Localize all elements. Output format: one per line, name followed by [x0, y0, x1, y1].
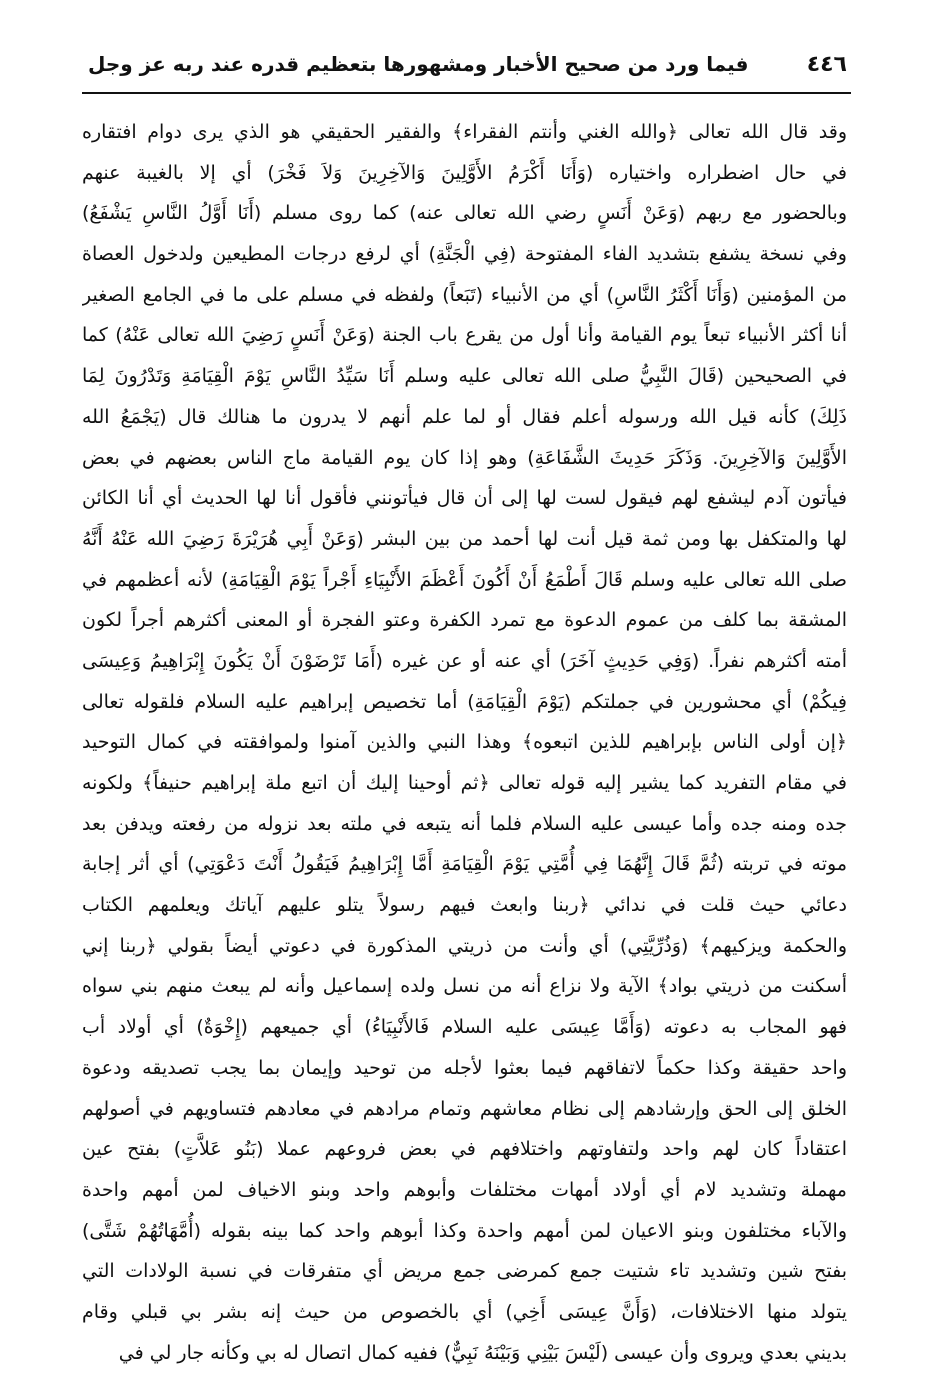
- text-line: ﴿إن أولى الناس بإبراهيم للذين اتبعوه﴾ وهذا النبي والذين آمنوا ولموافقته في كمال التوحيد: [82, 731, 847, 754]
- text-line: بديني بعدي ويروى وأن عيسى (لَيْسَ بَيْنِي وَبَيْنَهُ نَبِيٌّ) ففيه كمال اتصال له بي وكأنه جار لي في: [118, 1341, 847, 1364]
- text-line: اعتقاداً كان لهم واحد ولتفاوتهم واختلافهم في بعض فروعهم عملا (بَنُو عَلاَّتٍ) بفتح عين: [82, 1138, 847, 1161]
- text-line: من المؤمنين (وَأَنَا أَكْثَرُ النَّاسِ) أي من الأنبياء (تَبَعاً) ولفظه في مسلم على ما في الجامع الصغير: [82, 283, 847, 306]
- body-text: [82, 112, 847, 1373]
- text-line: جده ومنه جده وأما عيسى عليه السلام فلما أنه يتبعه في ملته بعد نزوله من رفعته ويدفن بعد: [82, 812, 847, 835]
- running-title: فيما ورد من صحيح الأخبار ومشهورها بتعظيم قدره عند ربه عز وجل: [88, 52, 749, 76]
- text-line: الخلق إلى الحق وإرشادهم إلى نظام معاشهم وتمام مرادهم في معادهم فتساويهم في أصولهم: [82, 1097, 847, 1120]
- text-line: أنا أكثر الأنبياء تبعاً يوم القيامة وأنا أول من يقرع باب الجنة (وَعَنْ أَنَسٍ رَضِيَ الله تعالى عَنْهُ) كما: [82, 324, 847, 347]
- text-line: بفتح شين وتشديد تاء شتيت جمع كمرضى جمع مريض أي متفرقات في نسبة الولادات التي: [82, 1260, 847, 1283]
- text-line: والآباء مختلفون وبنو الاعيان لمن أمهم واحدة وكذا أبوهم واحد كما بينه بقوله (أُمَّهَاتُهُمْ شَتَّى): [82, 1219, 847, 1242]
- text-line: في مقام التفريد كما يشير إليه قوله تعالى ﴿ثم أوحينا إليك أن اتبع ملة إبراهيم حنيفاً﴾ ولكونه: [82, 772, 847, 794]
- text-line: أمته أكثرهم نفراً. (وَفِي حَدِيثٍ آخَرَ) أي عنه أو عن غيره (أَمَا تَرْضَوْنَ أَنْ يَكُونَ إِبْرَاهِيمُ وَعِيسَى: [82, 649, 847, 672]
- text-line: في حال اضطراره واختياره (وَأَنَا أَكْرَمُ الأَوَّلِينَ وَالآخِرِينَ وَلاَ فَخْرَ) أي إلا بالغيبة عنهم: [82, 161, 847, 184]
- text-line: ذَلِكَ) كأنه قيل الله ورسوله أعلم فقال أو لما علم أنهم لا يدرون ما هنالك قال (يَجْمَعُ الله: [82, 405, 847, 428]
- text-line: لها والمتكفل بها ومن ثمة قيل أنت لها أحمد من بين البشر (وَعَنْ أَبِي هُرَيْرَةَ رَضِيَ الله عَنْهُ أَنَّهُ: [82, 527, 847, 550]
- text-line: مهملة وتشديد لام أي أولاد أمهات مختلفات وأبوهم واحد وبنو الاخياف لمن أمهم واحدة: [82, 1178, 847, 1201]
- text-line: فهو المجاب به دعوته (وَأَمَّا عِيسَى عليه السلام فَالأَنْبِيَاءُ) أي جميعهم (إِخْوَةٌ) أي أولاد أب: [82, 1016, 847, 1039]
- text-line: فِيكُمْ) أي محشورين في جملتكم (يَوْمَ الْقِيَامَةِ) أما تخصيص إبراهيم عليه السلام فلقوله تعالى: [82, 690, 847, 713]
- header-divider: [82, 92, 851, 94]
- page-header: [88, 44, 847, 84]
- text-line: أسكنت من ذريتي بواد﴾ الآية ولا نزاع أنه من نسل ولده إسماعيل وأنه لم يبعث منهم بني سواه: [82, 975, 847, 998]
- text-line: الأَوَّلِينَ وَالآخِرِينَ. وَذَكَرَ حَدِيثَ الشَّفَاعَةِ) وهو إذا كان يوم القيامة ماج الناس بعضهم في بعض: [82, 446, 847, 469]
- text-line: واحد حقيقة وكذا حكماً لاتفاقهم فيما بعثوا لأجله من توحيد وإيمان بما يجب تصديقه ودعوة: [82, 1056, 847, 1079]
- text-line: فيأتون آدم ليشفع لهم فيقول لست لها إلى أن قال فيأتونني فأقول أنا لها الحديث أي أنا الكائن: [82, 487, 847, 510]
- text-line: وفي نسخة يشفع بتشديد الفاء المفتوحة (فِي الْجَنَّةِ) أي لرفع درجات المطيعين ولدخول العصاة: [82, 243, 847, 266]
- text-line: والحكمة ويزكيهم﴾ (وَذُرِّيَّتِي) أي وأنت من ذريتي المذكورة في دعوتي أيضاً بقولي ﴿ربنا إني: [82, 934, 847, 957]
- text-line: دعائي حيث قلت في ندائي ﴿ربنا وابعث فيهم رسولاً يتلو عليهم آياتك ويعلمهم الكتاب: [82, 894, 847, 917]
- text-line: صلى الله تعالى عليه وسلم قَالَ أَطْمَعُ أَنْ أَكُونَ أَعْظَمَ الأَنْبِيَاءِ أَجْراً يَوْمَ الْقِيَامَةِ) لأنه أعظمهم في: [82, 568, 847, 591]
- page-number: ٤٤٦: [806, 51, 847, 77]
- text-line: يتولد منها الاختلافات، (وَأَنَّ عِيسَى أَخِي) أي بالخصوص من حيث إنه بشر بي قبلي وقام: [82, 1300, 847, 1323]
- text-line: المشقة بما كلف من عموم الدعوة مع تمرد الكفرة وعتو الفجرة أو المعنى أكثرهم أجراً لكون: [82, 609, 847, 632]
- text-line: وبالحضور مع ربهم (وَعَنْ أَنَسٍ رضي الله تعالى عنه) كما روى مسلم (أَنَا أَوَّلُ النَّاسِ يَشْفَعُ): [82, 202, 847, 225]
- text-line: في الصحيحين (قَالَ النَّبِيُّ صلى الله تعالى عليه وسلم أَنَا سَيِّدُ النَّاسِ يَوْمَ الْقِيَامَةِ وَتَدْرُونَ لِمَا: [82, 365, 847, 388]
- text-line: موته في تربته (ثُمَّ قَالَ إِنَّهُمَا فِي أُمَّتِي يَوْمَ الْقِيَامَةِ أَمَّا إِبْرَاهِيمُ فَيَقُولُ أَنْتَ دَعْوَتِي) أي أثر إجابة: [82, 853, 847, 876]
- text-line: وقد قال الله تعالى ﴿والله الغني وأنتم الفقراء﴾ والفقير الحقيقي هو الذي يرى دوام افتقاره: [82, 121, 847, 143]
